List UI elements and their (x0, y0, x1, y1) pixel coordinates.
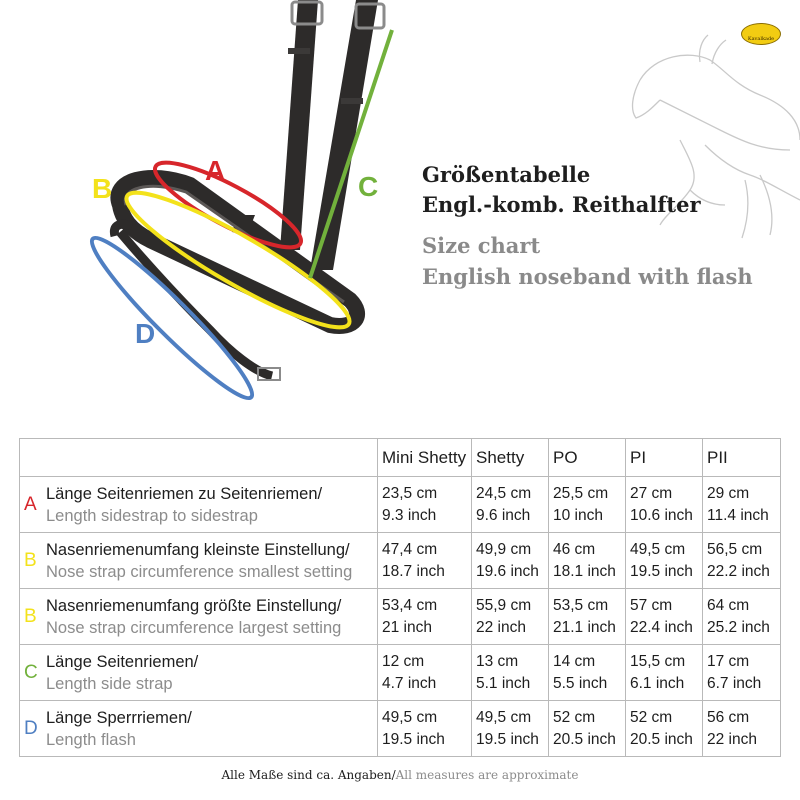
title-de-line2: Engl.-komb. Reithalfter (422, 192, 701, 217)
footer-de: Alle Maße sind ca. Angaben/ (221, 768, 396, 782)
value-cm: 17 cm (707, 652, 750, 670)
flash-strap (114, 224, 272, 376)
value-cell (378, 589, 472, 645)
table-row (20, 477, 781, 533)
column-header: Shetty (472, 439, 549, 477)
value-cell (472, 645, 549, 701)
value-cm: 47,4 cm (382, 540, 438, 558)
column-header: PI (626, 439, 703, 477)
value-cm: 25,5 cm (553, 484, 609, 502)
value-inch: 19.5 inch (630, 562, 693, 580)
table-row (20, 589, 781, 645)
value-cell (626, 589, 703, 645)
value-cell (549, 645, 626, 701)
row-label-en: Nose strap circumference largest setting (46, 618, 342, 637)
value-cell (549, 701, 626, 757)
title-en-line1: Size chart (422, 233, 541, 258)
value-cm: 55,9 cm (476, 596, 532, 614)
row-letter: A (24, 493, 37, 515)
row-label-en: Length flash (46, 730, 136, 749)
value-cell (626, 701, 703, 757)
header-label-cell (20, 439, 378, 477)
brand-logo (741, 23, 781, 45)
value-cell (549, 533, 626, 589)
label-c: C (358, 171, 379, 202)
value-cm: 56 cm (707, 708, 750, 726)
row-letter: B (24, 605, 37, 627)
table-header-row (20, 439, 781, 477)
value-inch: 10.6 inch (630, 506, 693, 524)
row-label-cell (20, 645, 378, 701)
value-inch: 19.5 inch (382, 730, 445, 748)
value-cell (549, 477, 626, 533)
label-b: B (92, 173, 113, 204)
value-cm: 57 cm (630, 596, 673, 614)
value-cm: 49,5 cm (382, 708, 438, 726)
value-cm: 46 cm (553, 540, 596, 558)
row-letter: C (24, 661, 38, 683)
row-letter: D (24, 717, 38, 739)
row-label-en: Length sidestrap to sidestrap (46, 506, 258, 525)
label-a: A (205, 155, 226, 186)
table-row (20, 533, 781, 589)
value-cell (472, 533, 549, 589)
value-cell (378, 533, 472, 589)
row-label-de: Nasenriemenumfang kleinste Einstellung/ (46, 540, 350, 559)
value-inch: 19.5 inch (476, 730, 539, 748)
table-row (20, 645, 781, 701)
value-cell (703, 533, 781, 589)
row-label-cell (20, 533, 378, 589)
row-label-en: Length side strap (46, 674, 173, 693)
value-cell (703, 701, 781, 757)
value-cell (549, 589, 626, 645)
value-cm: 14 cm (553, 652, 596, 670)
value-cell (703, 477, 781, 533)
label-d: D (135, 318, 156, 349)
title-block (422, 160, 753, 292)
value-cell (703, 589, 781, 645)
value-inch: 6.7 inch (707, 674, 762, 692)
title-de-line1: Größentabelle (422, 162, 591, 187)
value-inch: 21.1 inch (553, 618, 616, 636)
value-inch: 9.6 inch (476, 506, 531, 524)
value-inch: 18.7 inch (382, 562, 445, 580)
value-cm: 56,5 cm (707, 540, 763, 558)
value-cell (378, 477, 472, 533)
row-label-cell (20, 589, 378, 645)
value-inch: 22 inch (476, 618, 526, 636)
row-label-de: Länge Seitenriemen/ (46, 652, 199, 671)
value-cm: 24,5 cm (476, 484, 532, 502)
table-row (20, 701, 781, 757)
value-cm: 52 cm (553, 708, 596, 726)
footer-en: All measures are approximate (395, 768, 579, 782)
footer-note (0, 768, 800, 782)
row-label-de: Nasenriemenumfang größte Einstellung/ (46, 596, 342, 615)
row-label-en: Nose strap circumference smallest setting (46, 562, 353, 581)
value-inch: 18.1 inch (553, 562, 616, 580)
title-en-line2: English noseband with flash (422, 264, 753, 289)
value-inch: 22.2 inch (707, 562, 770, 580)
value-cm: 49,9 cm (476, 540, 532, 558)
value-cm: 12 cm (382, 652, 425, 670)
value-inch: 10 inch (553, 506, 603, 524)
value-cell (626, 645, 703, 701)
value-cm: 13 cm (476, 652, 519, 670)
value-inch: 11.4 inch (707, 506, 769, 524)
value-cm: 53,4 cm (382, 596, 438, 614)
value-inch: 20.5 inch (553, 730, 616, 748)
value-cm: 52 cm (630, 708, 673, 726)
size-table (19, 438, 781, 757)
value-cm: 49,5 cm (476, 708, 532, 726)
value-cell (472, 589, 549, 645)
value-cm: 49,5 cm (630, 540, 686, 558)
value-cm: 53,5 cm (553, 596, 609, 614)
value-cm: 64 cm (707, 596, 750, 614)
value-cell (703, 645, 781, 701)
row-label-cell (20, 701, 378, 757)
column-header: PO (549, 439, 626, 477)
value-inch: 19.6 inch (476, 562, 539, 580)
value-cell (626, 533, 703, 589)
value-inch: 6.1 inch (630, 674, 685, 692)
column-header: Mini Shetty (378, 439, 472, 477)
value-inch: 22 inch (707, 730, 757, 748)
value-cell (378, 645, 472, 701)
value-cell (378, 701, 472, 757)
value-inch: 20.5 inch (630, 730, 693, 748)
row-letter: B (24, 549, 37, 571)
value-inch: 9.3 inch (382, 506, 437, 524)
row-label-de: Länge Sperrriemen/ (46, 708, 192, 727)
value-cm: 29 cm (707, 484, 750, 502)
value-cell (626, 477, 703, 533)
column-header: PII (703, 439, 781, 477)
value-cm: 23,5 cm (382, 484, 438, 502)
value-inch: 25.2 inch (707, 618, 770, 636)
value-cell (472, 477, 549, 533)
value-inch: 5.5 inch (553, 674, 608, 692)
value-inch: 22.4 inch (630, 618, 693, 636)
value-inch: 4.7 inch (382, 674, 437, 692)
value-cm: 27 cm (630, 484, 673, 502)
logo-text: Kavalkade (747, 36, 775, 42)
value-cell (472, 701, 549, 757)
row-label-cell (20, 477, 378, 533)
row-label-de: Länge Seitenriemen zu Seitenriemen/ (46, 484, 323, 503)
value-cm: 15,5 cm (630, 652, 686, 670)
value-inch: 21 inch (382, 618, 432, 636)
value-inch: 5.1 inch (476, 674, 531, 692)
